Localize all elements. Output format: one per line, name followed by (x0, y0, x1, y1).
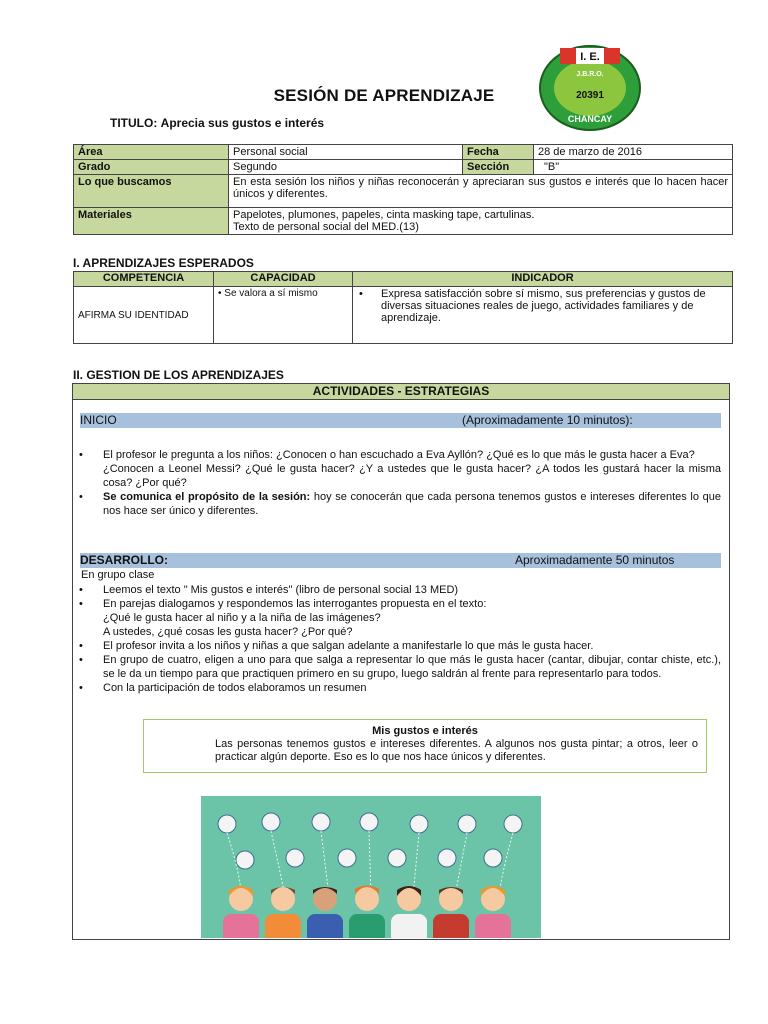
school-logo (538, 44, 642, 132)
area-value: Personal social (229, 145, 463, 160)
kids-illustration (201, 796, 541, 938)
materiales-value (229, 208, 733, 235)
section-1-heading: I. APRENDIZAJES ESPERADOS (73, 256, 254, 270)
logo-mid-text: J.B.R.O. (576, 71, 604, 78)
table-row (74, 287, 733, 344)
list-item-text: ¿Conocen a Leonel Messi? ¿Qué le gusta hacer? ¿Y a ustedes que le gusta hacer? ¿A todos les gustará hacer la misma cosa? ¿Por qué? (103, 463, 721, 489)
materiales-line-1: Papelotes, plumones, papeles, cinta masking tape, cartulinas. (233, 209, 535, 221)
learning-table (73, 271, 733, 344)
inicio-time: (Aproximadamente 10 minutos): (462, 413, 633, 427)
session-title (110, 116, 324, 130)
table-header-row (74, 272, 733, 287)
subtitle-text: Aprecia sus gustos e interés (160, 116, 325, 130)
table-row (74, 160, 733, 175)
fecha-value: 28 de marzo de 2016 (534, 145, 733, 160)
col-indicador: INDICADOR (353, 272, 733, 287)
info-table (73, 144, 733, 235)
desarrollo-band (80, 553, 721, 568)
indicador-text: Expresa satisfacción sobre sí mismo, sus preferencias y gustos de diversas situaciones reales de juego, actividades familiares y de aprendizaje. (381, 288, 706, 324)
buscamos-value: En esta sesión los niños y niñas reconocerán y apreciaran sus gustos e interés que lo hacen hacer únicos y diferentes. (229, 175, 733, 208)
note-title: Mis gustos e interés (372, 725, 478, 737)
list-item: • El profesor le pregunta a los niños: ¿Conocen o han escuchado a Eva Ayllón? ¿Qué es lo que más le gusta hacer a Eva? (73, 448, 721, 462)
list-item (73, 490, 721, 518)
page-title: SESIÓN DE APRENDIZAJE (273, 86, 495, 105)
desarrollo-list (73, 583, 721, 695)
proposito-bold: Se comunica el propósito de la sesión: (103, 491, 311, 503)
inicio-label: INICIO (80, 413, 117, 427)
logo-top-text: I. E. (580, 51, 600, 63)
indicador-cell (353, 287, 733, 344)
bullet-icon: • (359, 288, 363, 300)
list-item (73, 597, 721, 639)
logo-bottom-text: CHANCAY (567, 114, 613, 124)
competencia-cell: AFIRMA SU IDENTIDAD (74, 287, 214, 344)
d2-line-a: • En parejas dialogamos y respondemos las interrogantes propuesta en el texto: (103, 598, 487, 610)
summary-note (143, 719, 707, 773)
buscamos-label: Lo que buscamos (74, 175, 229, 208)
list-item: • El profesor invita a los niños y niñas a que salgan adelante a manifestarle lo que más le gusta hacer. (73, 639, 721, 653)
activities-box (72, 383, 730, 940)
list-item: • Con la participación de todos elaboramos un resumen (73, 681, 721, 695)
list-item: • En grupo de cuatro, eligen a uno para que salga a representar lo que más le gusta hacer (cantar, dibujar, contar chiste, etc.), se le da un tiempo para que practiquen primero en su grupo, luego saldrán al frente para representarlo para todos. (73, 653, 721, 681)
col-competencia: COMPETENCIA (74, 272, 214, 287)
capacidad-cell: • Se valora a sí mismo (214, 287, 353, 344)
area-label: Área (74, 145, 229, 160)
subtitle-label: TITULO: (110, 116, 158, 130)
seccion-label: Sección (463, 160, 534, 175)
list-item: • Leemos el texto " Mis gustos e interés" (libro de personal social 13 MED) (73, 583, 721, 597)
table-row (74, 145, 733, 160)
inicio-list (73, 448, 721, 518)
seccion-value: "B" (534, 160, 733, 175)
table-row (74, 175, 733, 208)
activities-header: ACTIVIDADES - ESTRATEGIAS (73, 384, 729, 400)
grado-label: Grado (74, 160, 229, 175)
logo-number: 20391 (576, 90, 604, 101)
table-row (74, 208, 733, 235)
d2-line-b: ¿Qué le gusta hacer al niño y a la niña de las imágenes? (103, 612, 381, 624)
materiales-line-2: Texto de personal social del MED.(13) (233, 221, 419, 233)
d2-line-c: A ustedes, ¿qué cosas les gusta hacer? ¿Por qué? (103, 626, 353, 638)
desarrollo-time: Aproximadamente 50 minutos (515, 553, 675, 567)
inicio-band (80, 413, 721, 428)
section-2-heading: II. GESTION DE LOS APRENDIZAJES (73, 368, 284, 382)
fecha-label: Fecha (463, 145, 534, 160)
materiales-label: Materiales (74, 208, 229, 235)
note-text: Las personas tenemos gustos e intereses diferentes. A algunos nos gusta pintar; a otros, leer o practicar algún deporte. Eso es lo que nos hace únicos y diferentes. (215, 738, 698, 763)
grado-value: Segundo (229, 160, 463, 175)
proposito-text: hoy se conocerán que cada persona tenemos gustos e intereses diferentes lo que nos hace ser único y diferentes. (103, 491, 721, 517)
col-capacidad: CAPACIDAD (214, 272, 353, 287)
list-item-cont (73, 462, 721, 490)
grupo-clase: En grupo clase (81, 569, 155, 581)
desarrollo-label: DESARROLLO: (80, 553, 168, 567)
